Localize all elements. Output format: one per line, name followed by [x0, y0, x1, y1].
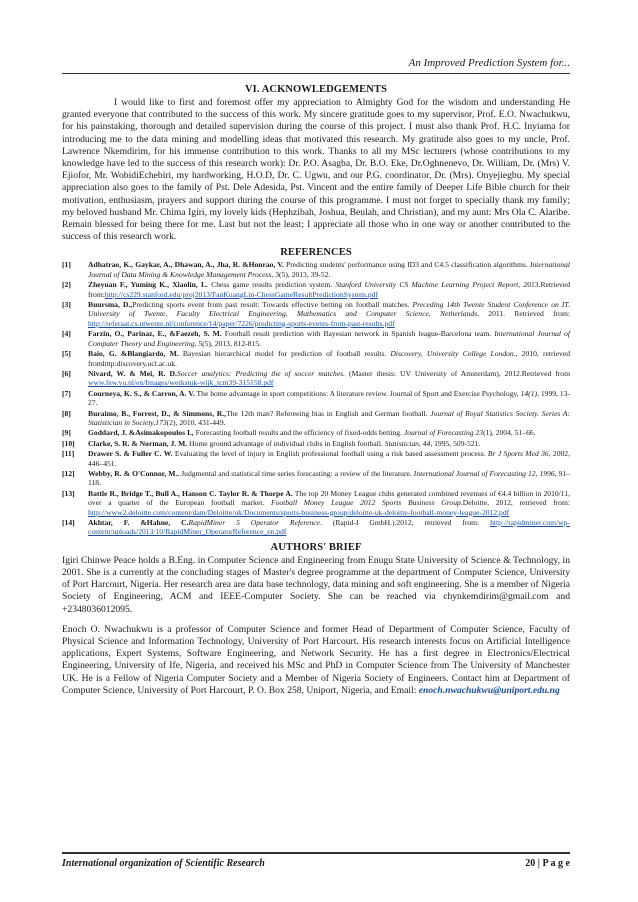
reference-authors: Zheyuan F., Yuming K., Xiaolin, L.	[88, 280, 208, 290]
reference-authors: Courneya, K. S., & Carron, A. V.	[88, 388, 195, 398]
reference-body: Football result prediction with Bayesian network in Spanish league-Barcelona team.	[221, 329, 495, 339]
reference-details: ., 2010, retrieved fromhttp:discovery.ucl.ac.uk.	[88, 349, 570, 368]
reference-number: [6]	[62, 368, 71, 378]
reference-details: , 3(5), 2013, 39-52.	[271, 269, 331, 279]
reference-number: [7]	[62, 388, 71, 398]
reference-body: Evaluating the level of injury in English professional football using a risk based assessment process.	[172, 449, 488, 459]
reference-text	[88, 409, 570, 428]
reference-item	[62, 439, 570, 448]
author-bio-igiri: Igiri Chinwe Peace holds a B.Eng. in Computer Science and Engineering from Enugu State University of Science & Technology, in 2001. She is a currently at the concluding stages of Master's degree programme at the department of Computer Science, University of Port Harcourt, Nigeria. Her research area are data base technology, data mining and soft engineering. She is a member of Nigeria Society of Engineering, ACM and IEEE-Computer Society. She can be reached via chynkemdirim@gmail.com and +2348036012095.	[62, 554, 570, 615]
acknowledgements-heading: VI. ACKNOWLEDGEMENTS	[244, 84, 388, 95]
reference-text	[88, 439, 570, 448]
reference-number: [13]	[62, 488, 75, 498]
authors-brief-heading: AUTHORS' BRIEF	[270, 541, 362, 553]
reference-text	[88, 329, 570, 348]
reference-text	[88, 300, 570, 328]
reference-link[interactable]: http://referaat.cs.utwente.nl/conference/14/paper/7226/predicting-sports-events-from-past-results.pdf	[88, 318, 395, 328]
reference-source: Statistician, 44	[384, 438, 431, 448]
reference-source: Soccer analytics: Predicting the of soccer matches.	[176, 368, 346, 378]
reference-source: Journal of Royal Statistics Society. Series A: Statistician in Society,173	[88, 408, 570, 427]
reference-body: The home advantage in sport competitions: A literature review. Journal of Sport and Exercise Psychology,	[194, 388, 521, 398]
reference-item	[62, 369, 570, 388]
reference-list	[62, 260, 570, 536]
reference-body: Predicting students' performance using ID3 and C4.5 classification algorithms.	[283, 260, 530, 270]
reference-authors: Adhatrao, K., Gaykar, A., Dhawan, A., Jha, R. &Honrao, V.	[88, 260, 284, 270]
reference-item	[62, 428, 570, 437]
page-content	[62, 84, 570, 697]
reference-details: (Master thesis: UV University of Amsterdam), 2012.Retrieved from	[345, 368, 571, 378]
reference-source: Br J Sports Med 36	[487, 449, 549, 459]
reference-text	[88, 489, 570, 517]
author-bio-nwachukwu-text: Enoch O. Nwachukwu is a professor of Computer Science and former Head of Department of Computer Science, Faculty of Physical Science and Information Technology, University of Port Harcourt. His research interests focus on Artificial Intelligence applications, Expert Systems, Software Engineering, and Network Security. He has a first degree in Electronics/Electrical Engineering, University of Ife, Nigeria, and received his MSc and PhD in Computer Science from The University of Manchester UK. He is a Fellow of Nigeria Computer Society and a Member of Nigeria Society of Engineers. Contact him at Department of Computer Science, University of Port Harcourt, P. O. Box 258, Uniport, Nigeria, and Email:	[62, 623, 570, 696]
reference-details: , 5(5), 2013, 812-815.	[194, 338, 261, 348]
reference-link[interactable]: www.few.vu.nl/en/Images/werkstuk-wijk_tcm39-315158.pdf	[88, 378, 274, 388]
reference-authors: Akhtar, F. &Hahne, C.	[88, 518, 189, 527]
footer-page-number: 20 | P a g e	[525, 858, 570, 869]
reference-text	[88, 260, 570, 279]
reference-number: [14]	[62, 518, 75, 527]
references-heading: REFERENCES	[280, 247, 352, 259]
reference-item	[62, 329, 570, 348]
reference-item	[62, 260, 570, 279]
reference-number: [8]	[62, 408, 71, 418]
reference-details: , 1995, 509-521.	[430, 438, 481, 448]
running-header: An Improved Prediction System for...	[408, 57, 570, 69]
reference-details: .Deloitte, 2012, retrieved from:	[460, 498, 570, 508]
reference-body: The 12th man? Refereeing bias in English and German football.	[226, 408, 431, 418]
reference-details: , 2002, 446–451.	[88, 449, 570, 468]
reference-source: International Journal of Data Mining & Knowledge Management Process	[88, 260, 571, 279]
reference-authors: Buursma, D.,	[88, 300, 133, 310]
reference-link[interactable]: http://cs229.stanford.edu/proj2013/FanKuangLin-ChessGameResultPredictionSystem.pdf	[104, 289, 379, 299]
reference-text	[88, 469, 570, 488]
reference-number: [3]	[62, 300, 71, 310]
reference-authors: Nivard, W. & Mei, R. D.	[88, 368, 177, 378]
reference-text	[88, 518, 570, 537]
reference-details: , 91–118.	[88, 468, 570, 488]
reference-body: Forecasting football results and the efficiency of fixed-odds betting.	[193, 428, 404, 438]
reference-authors: Baio, G. &Blangiardo, M.	[88, 349, 179, 359]
reference-number: [12]	[62, 468, 75, 478]
reference-item	[62, 518, 570, 537]
reference-number: [4]	[62, 329, 71, 339]
reference-item	[62, 300, 570, 328]
reference-link[interactable]: http://www2.deloitte.com/content/dam/Deloitte/uk/Documents/sports-business-group/deloitte-uk-deloitte-football-money-league-2012.pdf	[88, 507, 510, 517]
reference-source: Preceding 14th Twente Student Conference on IT. University of Twente, Faculty Electrical Engineering, Mathematics and Computer Science, Netherlands	[88, 300, 570, 319]
reference-details: (2), 2010, 431-449.	[166, 417, 226, 427]
reference-source: RapidMiner 5 Operator Reference	[188, 518, 321, 527]
reference-text	[88, 449, 570, 468]
reference-text	[88, 428, 570, 437]
reference-text	[88, 389, 570, 408]
reference-item	[62, 280, 570, 299]
reference-details: , 1999, 13-27.	[88, 388, 570, 408]
reference-text	[88, 369, 570, 388]
reference-authors: Webby, R. & O'Connor, M..	[88, 468, 180, 478]
reference-authors: Drawer S. & Fuller C. W.	[88, 449, 173, 459]
reference-source: International Journal of Forecasting 12, 1996	[413, 468, 555, 478]
reference-authors: Battle R., Bridge T., Bull A., Hanson C. Taylor R. & Thorpe A.	[88, 488, 293, 498]
reference-body: The top 20 Money League clubs generated combined revenues of €4.4 billion in 2010/11, over a quarter of the European football market.	[88, 488, 570, 508]
footer-divider	[62, 852, 570, 854]
reference-text	[88, 349, 570, 368]
reference-number: [9]	[62, 428, 71, 438]
reference-number: [10]	[62, 438, 75, 448]
reference-body: Chess game results prediction system.	[207, 280, 336, 290]
header-divider	[62, 73, 570, 74]
reference-body: Bayesian hierarchical model for prediction of football results.	[178, 349, 391, 359]
reference-authors: Clarke, S. R. & Norman, J. M.	[88, 438, 188, 448]
reference-authors: Farzin, O., Parinaz, E., &Faezeh, S. M.	[88, 329, 222, 339]
reference-source: Football Money League 2012 Sports Business Group	[270, 498, 461, 508]
reference-source: Stanford University CS Machine Learning Project Report,	[335, 280, 521, 290]
reference-details: 2013.Retrieved from:	[88, 280, 570, 299]
reference-details: , 2011. Retrieved from:	[477, 309, 570, 319]
reference-number: [11]	[62, 449, 75, 459]
reference-source: Discovery, University College London	[390, 349, 514, 359]
reference-link[interactable]: http://rapidminer.com/wp-content/uploads/2013/10/RapidMiner_OperatorReference_en.pdf	[88, 518, 570, 537]
reference-number: [5]	[62, 349, 71, 359]
reference-details: (1), 2004, 51–66.	[483, 428, 536, 438]
reference-number: [2]	[62, 280, 71, 290]
reference-item	[62, 349, 570, 368]
reference-source: 14(1)	[520, 388, 538, 398]
reference-item	[62, 489, 570, 517]
footer-journal: International organization of Scientific Research	[62, 858, 265, 869]
reference-body: Predicting sports event from past result: Towards effective betting on football matches.	[132, 300, 413, 310]
reference-body: Home ground advantage of individual clubs in English football.	[187, 438, 385, 448]
reference-item	[62, 449, 570, 468]
reference-source: International Journal of Computer Theory and Engineering	[88, 329, 570, 348]
reference-item	[62, 469, 570, 488]
author-bio-nwachukwu	[62, 624, 570, 697]
reference-source: Journal of Forecasting 23	[403, 428, 484, 438]
reference-item	[62, 389, 570, 408]
reference-authors: Buraimo, B., Forrest, D., & Simmons, R.,	[88, 408, 227, 418]
reference-authors: Goddard, J. &Asimakopoulos I.,	[88, 428, 194, 438]
reference-text	[88, 280, 570, 299]
reference-number: [1]	[62, 260, 71, 270]
reference-item	[62, 409, 570, 428]
author-email-link[interactable]: enoch.nwachukwu@uniport.edu.ng	[418, 684, 560, 696]
acknowledgements-text: I would like to first and foremost offer my appreciation to Almighty God for the wisdom and understanding He granted everyone that contributed to the success of this work. My sincere gratitude goes to my supervisor, Prof. E.O. Nwachukwu, for his painstaking, thorough and detailed supervision during the course of this project. I must also thank Prof. H.C. Inyiama for introducing me to the data mining and modelling ideas that motivated this research. My gratitude also goes to my uncle, Prof. Lawrence Nkemdirim, for his immense contribution to this work. Thanks to all my MSc lecturers (whose contributions to my knowledge have led to the success of this research work): Dr. P.O. Asagba, Dr. B.O. Eke, Dr.Oghnenevo, Dr. William, Dr. (Mrs) V. Ejiofor, Mr. WobidiEchebiri, my hardworking, H.O.D, Dr. C. Ugwu, and our P.G. coordinator, Dr. (Mrs). Onyejiegbu. My special appreciation also goes to the family of Pst. Dele Adesida, Pst. Vincent and the entire family of Deeper Life Bible church for their motivation, enthusiasm, prayers and support during the course of this programme. I must not forget to specially thank my family; my beloved husband Mr. Chima Igiri, my lovely kids (Hephzibah, Joshua, Beulah, and Christian), and my aunt: Mrs Ola C. Alaribe. Remain blessed for being there for me. Last but not the least; I appreciate all those who in one way or another contributed to the success of this research work.	[62, 97, 570, 243]
reference-details: . (Rapid-I GmbH.).2012, retrieved from:	[320, 518, 491, 527]
reference-body: Judgmental and statistical time series forecasting: a review of the literature.	[179, 468, 414, 478]
